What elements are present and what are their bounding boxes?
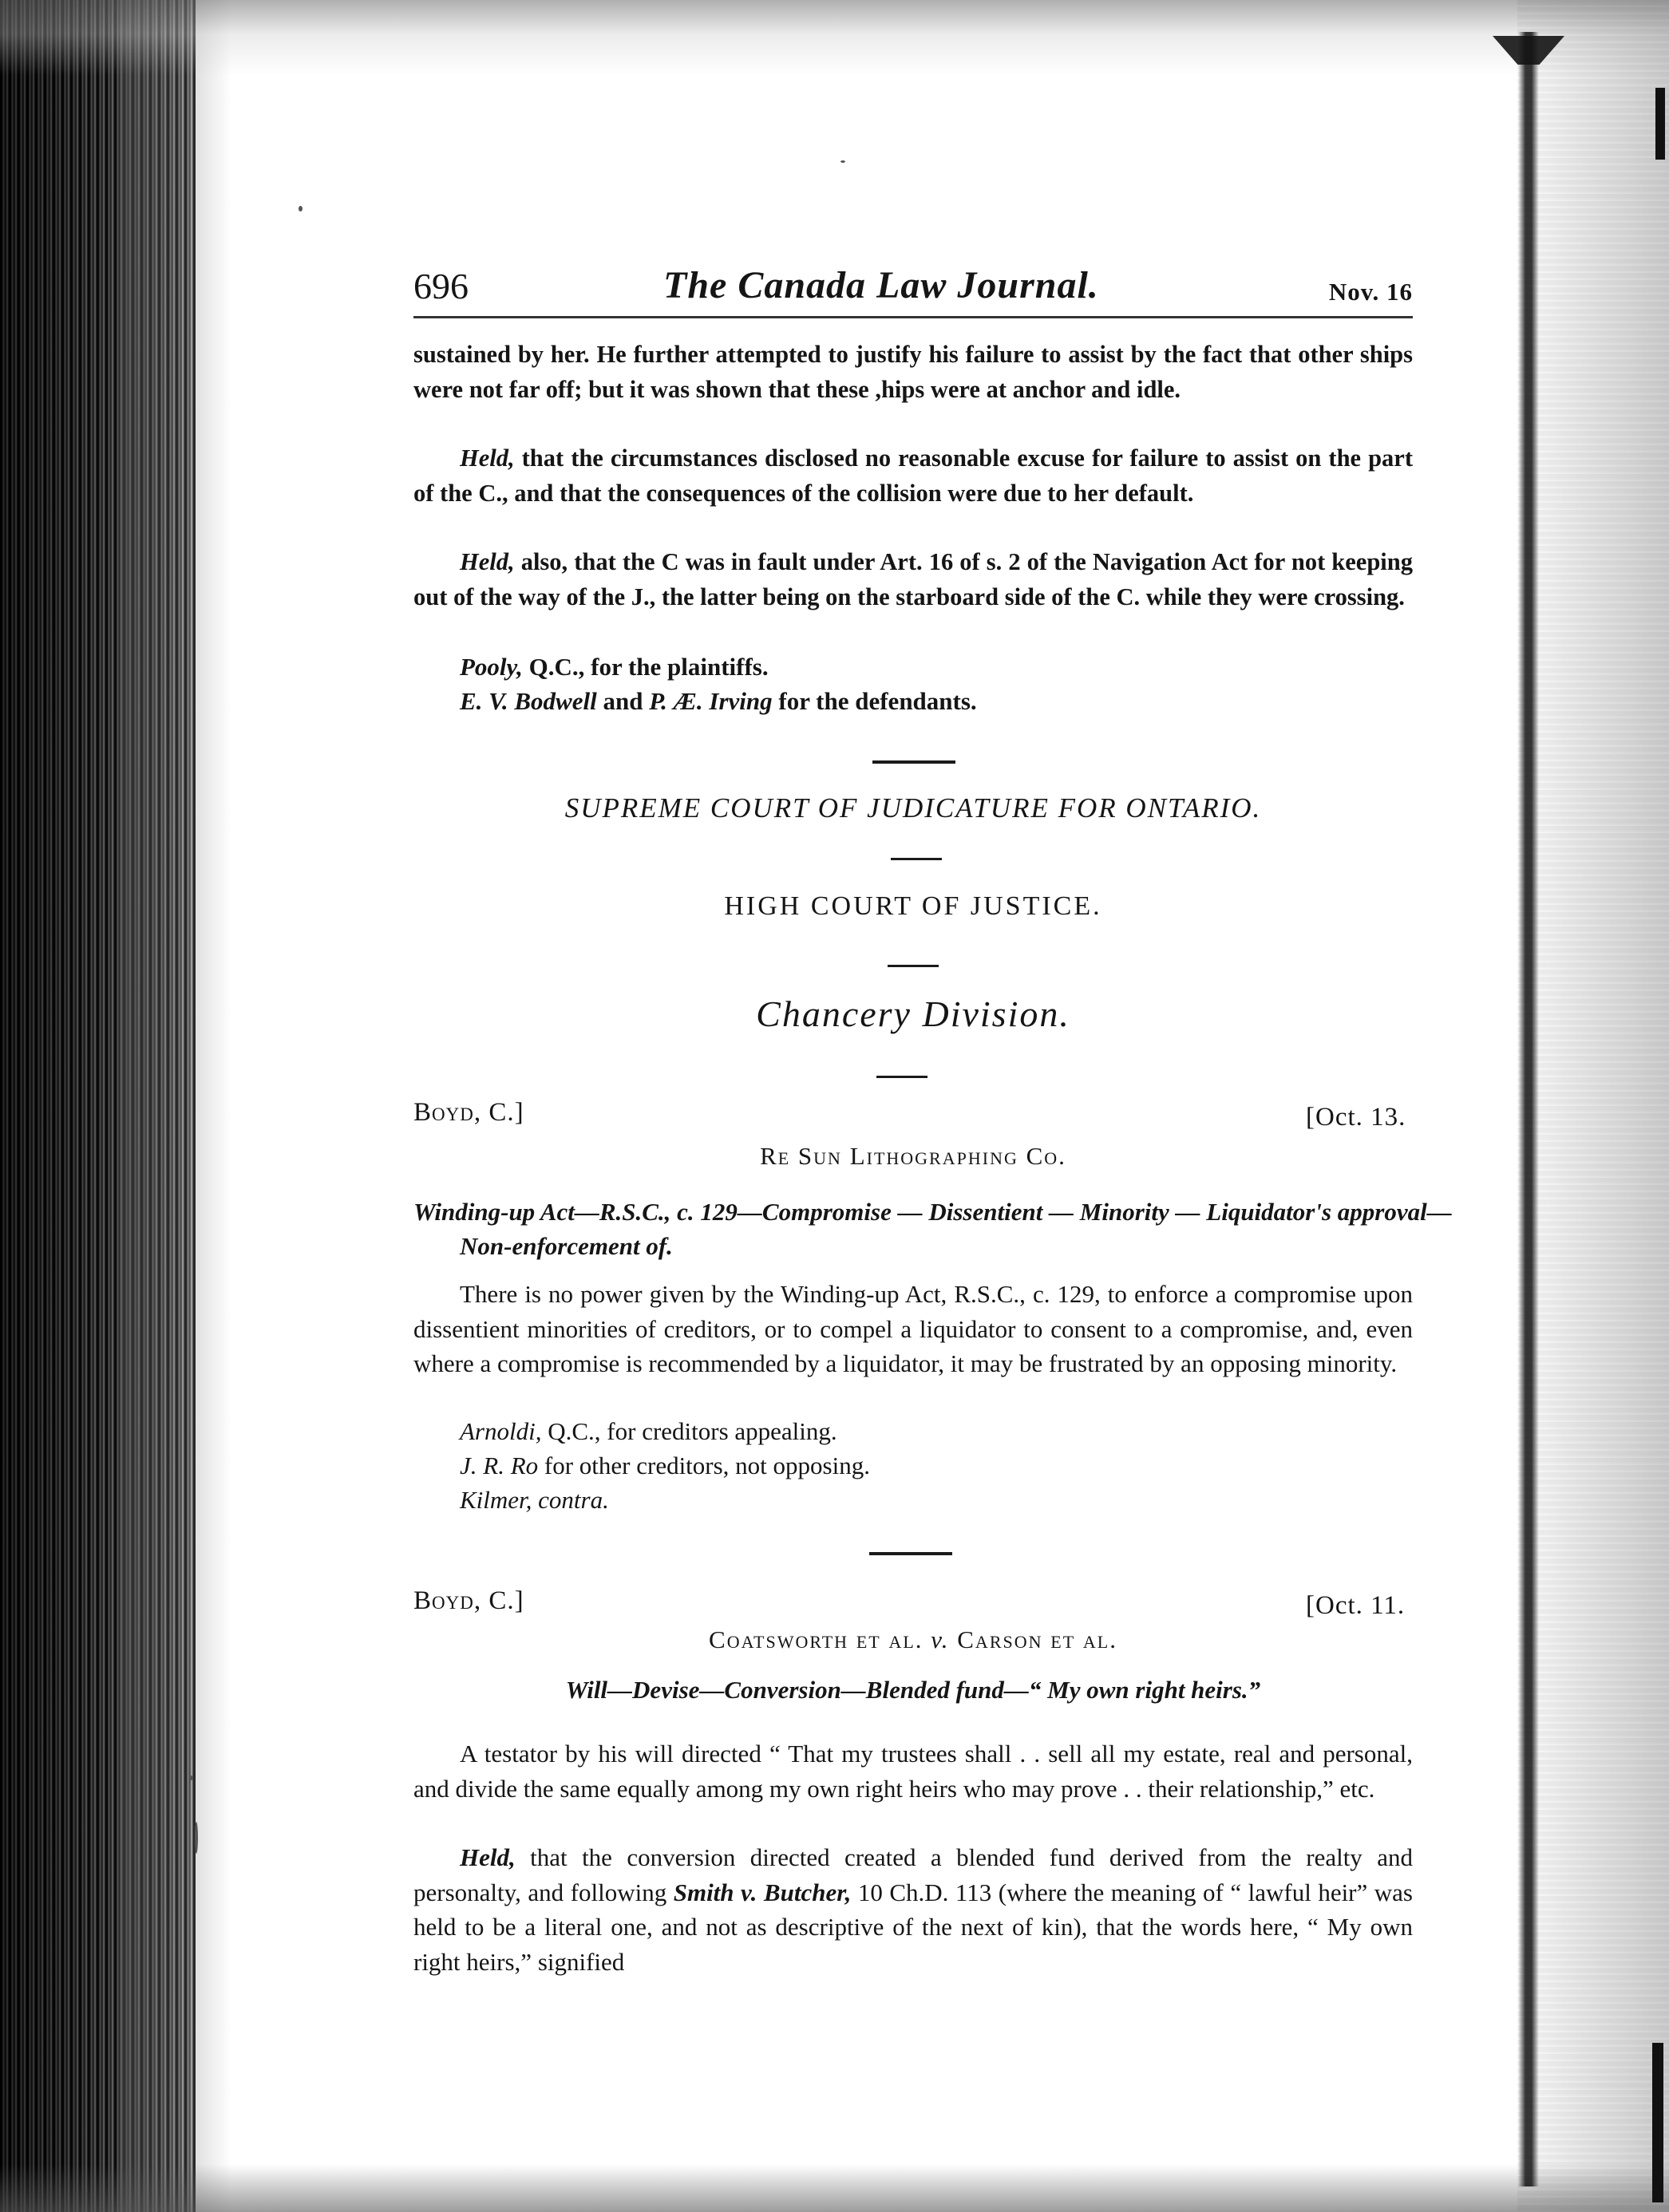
held-text-cont: 10 Ch.D. 113 (where the meaning of “ lawful heir” was held to be a literal one, and not as descriptive of the next of kin), that the words here, “ My own right heirs,” signified [413,1878,1413,1976]
case2-name [413,1625,1413,1654]
scan-bottom-edge [0,2164,1669,2212]
counsel-line [460,1414,837,1448]
case1-catchwords: Winding-up Act—R.S.C., c. 129—Compromise — Dissentient — Minority — Liquidator's approval—Non-enforcement of. [413,1198,1452,1260]
held-text: also, that the C was in fault under Art. 16 of s. 2 of the Navigation Act for not keeping out of the way of the J., the latter being on the starboard side of the C. while they were crossing. [413,548,1413,610]
held-label: Held, [460,548,515,575]
section-separator [872,760,955,764]
speck [840,160,845,163]
held-text: that the conversion directed created a blended fund derived from the realty and personalty, and following [413,1843,1413,1906]
running-header [413,260,1413,324]
counsel-name: E. V. Bodwell [460,687,597,715]
binding-spine [1518,32,1539,2186]
section-separator [891,858,942,860]
counsel-name: P. Æ. Irving [649,687,773,715]
issue-date: Nov. 16 [1328,278,1413,306]
counsel-role: Q.C., for creditors appealing. [541,1417,837,1445]
scan-right-edge [1517,0,1669,2212]
edge-mark-top-right [1655,88,1665,160]
high-court-heading: HIGH COURT OF JUSTICE. [724,891,1102,921]
carryover-paragraph: sustained by her. He further attempted to justify his failure to assist by the fact that other ships were not far off; but it was shown that these ,hips were at anchor and idle. [413,341,1413,403]
case1-body: There is no power given by the Winding-up Act, R.S.C., c. 129, to enforce a compromise upon dissentient minorities of creditors, or to compel a liquidator to consent to a compromise, and, even where a compromise is recommended by a liquidator, it may be frustrated by an opposing minority. [413,1280,1413,1377]
counsel-role: Q.C., for the plaintiffs. [522,653,769,681]
versus: v. [923,1625,958,1653]
counsel-line [460,1448,870,1483]
held-label: Held, [460,1843,516,1871]
party-a: Coatsworth et al. [709,1625,923,1653]
scan-top-edge [0,0,1669,76]
case2-body-2 [413,1840,1413,1979]
held-label: Held, [460,444,515,472]
counsel-role: for other creditors, not opposing. [538,1452,870,1479]
section-separator [888,965,939,967]
case2-body-1: A testator by his will directed “ That my trustees shall . . sell all my estate, real and personal, and divide the same equally among my own right heirs who may prove . . their relationship,” etc. [413,1740,1413,1803]
held-paragraph-2 [413,545,1413,614]
case1-name: Re Sun Lithographing Co. [760,1142,1066,1170]
counsel-join: and [596,687,650,715]
section-separator [876,1076,927,1078]
court-heading: SUPREME COURT OF JUDICATURE FOR ONTARIO. [564,792,1262,824]
speck [190,1776,193,1780]
edge-mark-bottom-right [1652,2043,1663,2202]
case1-date: [Oct. 13. [1306,1103,1406,1132]
counsel-line [460,650,769,684]
case1-judge: Boyd, C.] [413,1098,524,1127]
party-b: Carson et al. [957,1625,1117,1653]
speck [195,1822,198,1854]
counsel-name: Pooly, [460,653,523,681]
case2-catchwords: Will—Devise—Conversion—Blended fund—“ My own right heirs.” [565,1676,1261,1704]
held-paragraph-1 [413,441,1413,511]
counsel-role: for the defendants. [772,687,977,715]
counsel-line: Kilmer, contra. [460,1486,609,1514]
counsel-line [460,684,977,718]
page-number: 696 [413,266,469,306]
section-separator [869,1552,952,1555]
counsel-name: Arnoldi, [460,1417,542,1445]
counsel-name: J. R. Ro [460,1452,539,1479]
held-text: that the circumstances disclosed no reasonable excuse for failure to assist on the part of the C., and that the consequences of the collision were due to her default. [413,444,1413,507]
scan-left-shadow [120,0,231,2212]
case2-judge: Boyd, C.] [413,1586,524,1615]
journal-title: The Canada Law Journal. [663,264,1099,306]
case2-date: [Oct. 11. [1306,1591,1406,1620]
speck [299,206,303,211]
division-heading: Chancery Division. [756,993,1070,1034]
header-rule [413,316,1413,318]
cited-case: Smith v. Butcher, [673,1878,852,1906]
